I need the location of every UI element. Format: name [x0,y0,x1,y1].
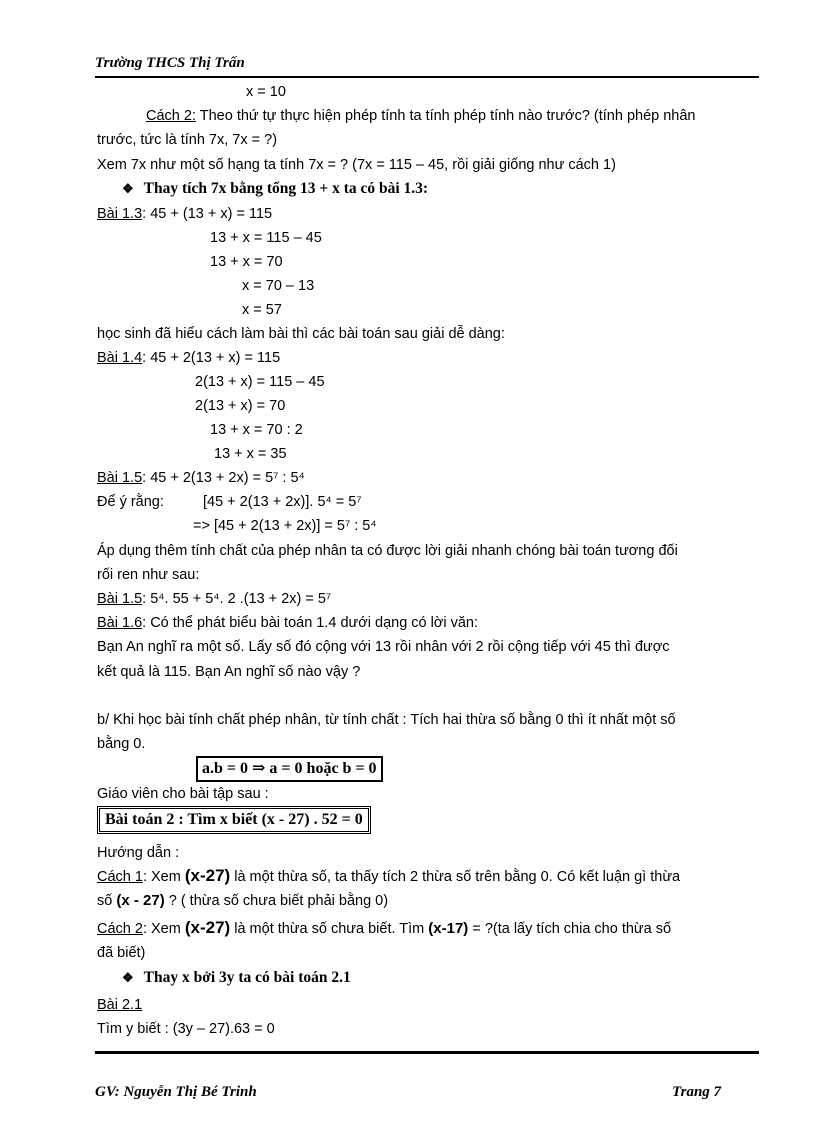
text-line: b/ Khi học bài tính chất phép nhân, từ tính chất : Tích hai thừa số bằng 0 thì ít nhất một số [97,712,676,728]
text-line: bằng 0. [97,736,146,752]
label-cach-2b: Cách 2 [97,921,143,937]
text-line: Hướng dẫn : [97,845,180,861]
text-line: Xem 7x như một số hạng ta tính 7x = ? (7x = 115 – 45, rồi giải giống như cách 1) [97,157,616,173]
label-bai-1-6: Bài 1.6 [97,615,143,631]
text-line: đã biết) [97,945,146,961]
text-line: 13 + x = 70 : 2 [210,422,303,438]
text-line: số (x - 27) ? ( thừa số chưa biết phải bằng 0) [97,892,389,909]
text-line: Cách 2: Theo thứ tự thực hiện phép tính ta tính phép tính nào trước? (tính phép nhân [146,108,696,124]
header-rule [95,76,759,78]
text-line: Bài 1.4: 45 + 2(13 + x) = 115 [97,350,281,366]
text-line: Cách 1: Xem (x-27) là một thừa số, ta thấy tích 2 thừa số trên bằng 0. Có kết luận gì thừa [97,866,681,885]
text-line [97,995,142,1015]
text-line: x = 10 [246,84,286,100]
text-line-bullet: ❖ Thay tích 7x bằng tổng 13 + x ta có bài 1.3: [122,180,429,197]
text-line: Bài 1.5: 45 + 2(13 + 2x) = 5⁷ : 5⁴ [97,470,305,486]
footer-author: GV: Nguyễn Thị Bé Trinh [95,1084,257,1100]
text-line: 2(13 + x) = 70 [195,398,286,414]
text-line: x = 70 – 13 [242,278,315,294]
formula-box-product-zero: a.b = 0 ⇒ a = 0 hoặc b = 0 [196,756,383,782]
diamond-bullet-icon: ❖ [122,970,134,985]
text-line: Bạn An nghĩ ra một số. Lấy số đó cộng với 13 rồi nhân với 2 rồi cộng tiếp với 45 thì được [97,639,670,655]
text-line-bullet: ❖ Thay x bởi 3y ta có bài toán 2.1 [122,969,351,986]
text-line: Bài 1.5: 5⁴. 55 + 5⁴. 2 .(13 + 2x) = 5⁷ [97,591,332,607]
label-bai-1-4: Bài 1.4 [97,350,143,366]
text-line: => [45 + 2(13 + 2x)] = 5⁷ : 5⁴ [193,518,377,534]
text-line: trước, tức là tính 7x, 7x = ?) [97,132,278,148]
text-line: rối ren như sau: [97,567,200,583]
diamond-bullet-icon: ❖ [122,181,134,196]
text-line: Cách 2: Xem (x-27) là một thừa số chưa biết. Tìm (x-17) = ?(ta lấy tích chia cho thừa số [97,918,672,937]
problem-box-bai-toan-2: Bài toán 2 : Tìm x biết (x - 27) . 52 = 0 [97,806,371,834]
label-bai-2-1: Bài 2.1 [97,997,143,1013]
text-line: 2(13 + x) = 115 – 45 [195,374,325,390]
text-line: Để ý rằng: [97,494,164,510]
text-line: 13 + x = 35 [214,446,287,462]
text-line: Tìm y biết : (3y – 27).63 = 0 [97,1021,275,1037]
text-line: 13 + x = 70 [210,254,283,270]
text-line: 13 + x = 115 – 45 [210,230,322,246]
text-line: kết quả là 115. Bạn An nghĩ số nào vậy ? [97,664,361,680]
label-cach-2: Cách 2: [146,108,196,124]
label-cach-1: Cách 1 [97,869,143,885]
text-line: Áp dụng thêm tính chất của phép nhân ta có được lời giải nhanh chóng bài toán tương đối [97,543,678,559]
text-line: Giáo viên cho bài tập sau : [97,786,269,802]
text-line: Bài 1.6: Có thể phát biểu bài toán 1.4 dưới dạng có lời văn: [97,615,479,631]
text-line: [45 + 2(13 + 2x)]. 5⁴ = 5⁷ [203,494,362,510]
footer-page-number: Trang 7 [672,1084,722,1100]
footer-rule [95,1051,759,1054]
text-line: học sinh đã hiểu cách làm bài thì các bài toán sau giải dễ dàng: [97,326,505,342]
text-line: Bài 1.3: 45 + (13 + x) = 115 [97,206,273,222]
label-bai-1-5: Bài 1.5 [97,470,143,486]
label-bai-1-5b: Bài 1.5 [97,591,143,607]
header-school: Trường THCS Thị Trấn [95,55,245,71]
text-line: x = 57 [242,302,282,318]
label-bai-1-3: Bài 1.3 [97,206,143,222]
